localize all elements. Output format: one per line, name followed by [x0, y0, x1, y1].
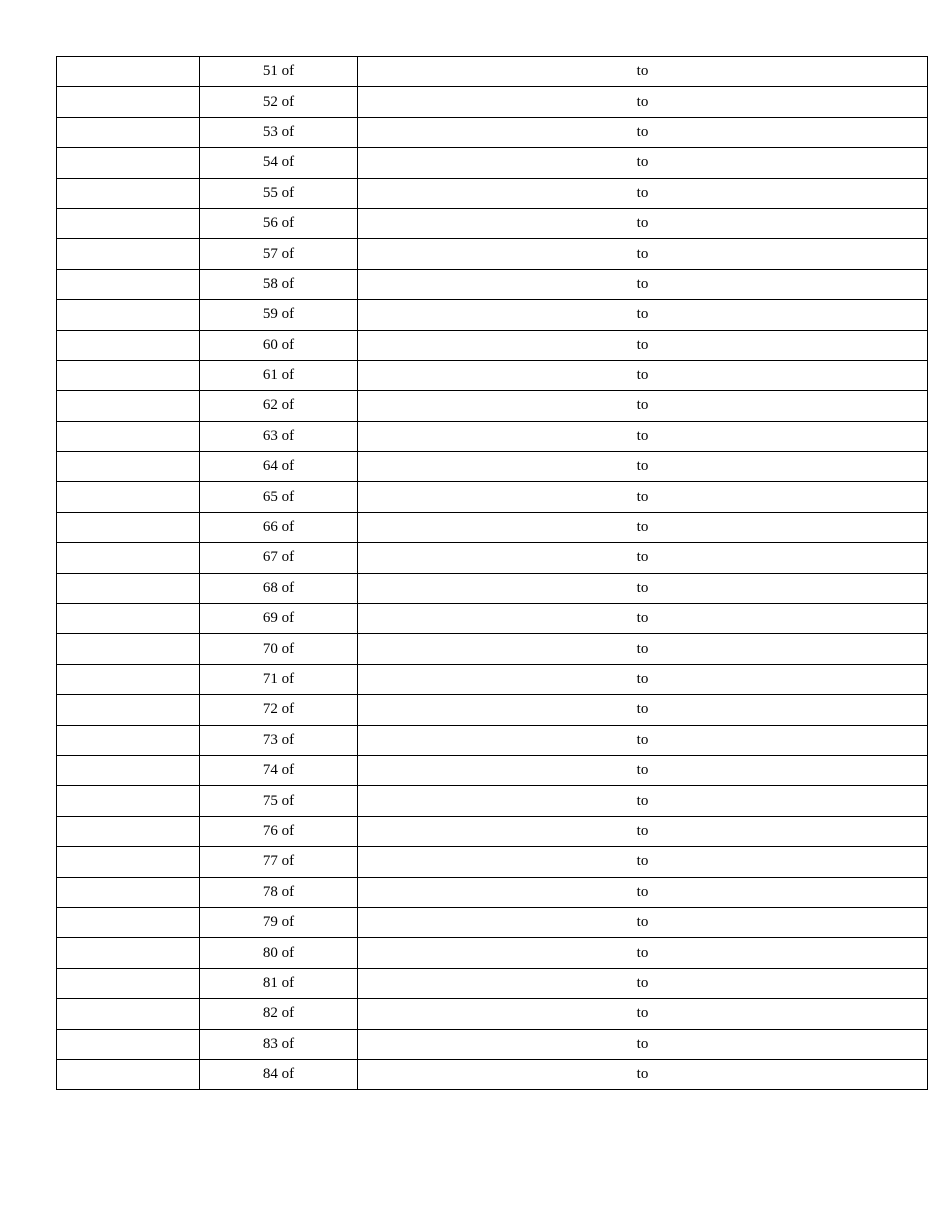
- blank-cell: [57, 725, 200, 755]
- table-row: [57, 512, 928, 542]
- table-row: [57, 117, 928, 147]
- page-number-cell: 52 of: [200, 87, 358, 117]
- range-cell: to: [358, 300, 928, 330]
- table-body: [57, 57, 928, 1090]
- blank-cell: [57, 512, 200, 542]
- range-cell: to: [358, 421, 928, 451]
- blank-cell: [57, 877, 200, 907]
- range-cell: to: [358, 938, 928, 968]
- range-cell: to: [358, 968, 928, 998]
- page-number-cell: 62 of: [200, 391, 358, 421]
- table-row: [57, 664, 928, 694]
- page-number-cell: 82 of: [200, 999, 358, 1029]
- blank-cell: [57, 786, 200, 816]
- table-row: [57, 1029, 928, 1059]
- page-number-cell: 55 of: [200, 178, 358, 208]
- blank-cell: [57, 543, 200, 573]
- table-row: [57, 543, 928, 573]
- table-row: [57, 87, 928, 117]
- table-row: [57, 421, 928, 451]
- page-number-cell: 84 of: [200, 1059, 358, 1089]
- table-row: [57, 938, 928, 968]
- page-number-cell: 81 of: [200, 968, 358, 998]
- table-row: [57, 786, 928, 816]
- blank-cell: [57, 604, 200, 634]
- table-row: [57, 330, 928, 360]
- page-number-cell: 56 of: [200, 208, 358, 238]
- table-row: [57, 968, 928, 998]
- blank-cell: [57, 208, 200, 238]
- range-cell: to: [358, 755, 928, 785]
- blank-cell: [57, 148, 200, 178]
- table-row: [57, 573, 928, 603]
- blank-cell: [57, 999, 200, 1029]
- page-number-cell: 78 of: [200, 877, 358, 907]
- range-cell: to: [358, 208, 928, 238]
- table-row: [57, 482, 928, 512]
- page-number-cell: 64 of: [200, 452, 358, 482]
- range-cell: to: [358, 330, 928, 360]
- range-cell: to: [358, 877, 928, 907]
- range-cell: to: [358, 999, 928, 1029]
- blank-cell: [57, 907, 200, 937]
- blank-cell: [57, 938, 200, 968]
- page-number-cell: 54 of: [200, 148, 358, 178]
- range-cell: to: [358, 847, 928, 877]
- table-row: [57, 877, 928, 907]
- range-cell: to: [358, 148, 928, 178]
- table-row: [57, 208, 928, 238]
- range-cell: to: [358, 269, 928, 299]
- range-cell: to: [358, 1059, 928, 1089]
- blank-cell: [57, 847, 200, 877]
- page-number-cell: 73 of: [200, 725, 358, 755]
- blank-cell: [57, 1029, 200, 1059]
- range-cell: to: [358, 178, 928, 208]
- page-number-cell: 58 of: [200, 269, 358, 299]
- range-cell: to: [358, 482, 928, 512]
- page-number-cell: 70 of: [200, 634, 358, 664]
- page-number-cell: 67 of: [200, 543, 358, 573]
- table-row: [57, 360, 928, 390]
- blank-cell: [57, 87, 200, 117]
- range-cell: to: [358, 543, 928, 573]
- page-number-cell: 68 of: [200, 573, 358, 603]
- blank-cell: [57, 239, 200, 269]
- document-page: [56, 56, 927, 1090]
- blank-cell: [57, 968, 200, 998]
- page-number-cell: 75 of: [200, 786, 358, 816]
- page-number-cell: 59 of: [200, 300, 358, 330]
- range-cell: to: [358, 786, 928, 816]
- table-row: [57, 239, 928, 269]
- range-cell: to: [358, 1029, 928, 1059]
- page-number-cell: 74 of: [200, 755, 358, 785]
- page-number-cell: 83 of: [200, 1029, 358, 1059]
- range-cell: to: [358, 117, 928, 147]
- range-cell: to: [358, 725, 928, 755]
- page-number-cell: 57 of: [200, 239, 358, 269]
- range-cell: to: [358, 634, 928, 664]
- blank-cell: [57, 452, 200, 482]
- range-cell: to: [358, 57, 928, 87]
- page-number-cell: 66 of: [200, 512, 358, 542]
- table-row: [57, 604, 928, 634]
- blank-cell: [57, 755, 200, 785]
- table-row: [57, 755, 928, 785]
- table-row: [57, 725, 928, 755]
- blank-cell: [57, 117, 200, 147]
- blank-cell: [57, 664, 200, 694]
- page-number-cell: 80 of: [200, 938, 358, 968]
- blank-cell: [57, 421, 200, 451]
- table-row: [57, 269, 928, 299]
- range-cell: to: [358, 604, 928, 634]
- blank-cell: [57, 482, 200, 512]
- page-number-cell: 76 of: [200, 816, 358, 846]
- table-row: [57, 1059, 928, 1089]
- range-cell: to: [358, 664, 928, 694]
- range-cell: to: [358, 87, 928, 117]
- blank-cell: [57, 269, 200, 299]
- table-row: [57, 300, 928, 330]
- page-number-cell: 72 of: [200, 695, 358, 725]
- page-number-cell: 60 of: [200, 330, 358, 360]
- table-row: [57, 178, 928, 208]
- range-cell: to: [358, 907, 928, 937]
- page-number-cell: 53 of: [200, 117, 358, 147]
- blank-cell: [57, 300, 200, 330]
- page-number-cell: 63 of: [200, 421, 358, 451]
- page-number-cell: 71 of: [200, 664, 358, 694]
- blank-cell: [57, 816, 200, 846]
- range-cell: to: [358, 360, 928, 390]
- page-number-cell: 61 of: [200, 360, 358, 390]
- table-row: [57, 907, 928, 937]
- table-row: [57, 148, 928, 178]
- page-number-cell: 69 of: [200, 604, 358, 634]
- table-row: [57, 847, 928, 877]
- range-cell: to: [358, 239, 928, 269]
- table-row: [57, 816, 928, 846]
- table-row: [57, 634, 928, 664]
- page-number-cell: 65 of: [200, 482, 358, 512]
- blank-cell: [57, 360, 200, 390]
- table-row: [57, 695, 928, 725]
- blank-cell: [57, 634, 200, 664]
- range-cell: to: [358, 452, 928, 482]
- table-row: [57, 452, 928, 482]
- page-number-cell: 51 of: [200, 57, 358, 87]
- page-log-table: [56, 56, 928, 1090]
- page-number-cell: 79 of: [200, 907, 358, 937]
- table-row: [57, 391, 928, 421]
- blank-cell: [57, 573, 200, 603]
- blank-cell: [57, 1059, 200, 1089]
- range-cell: to: [358, 816, 928, 846]
- page-number-cell: 77 of: [200, 847, 358, 877]
- range-cell: to: [358, 695, 928, 725]
- range-cell: to: [358, 391, 928, 421]
- range-cell: to: [358, 512, 928, 542]
- blank-cell: [57, 391, 200, 421]
- range-cell: to: [358, 573, 928, 603]
- table-row: [57, 999, 928, 1029]
- blank-cell: [57, 695, 200, 725]
- blank-cell: [57, 178, 200, 208]
- blank-cell: [57, 57, 200, 87]
- blank-cell: [57, 330, 200, 360]
- table-row: [57, 57, 928, 87]
